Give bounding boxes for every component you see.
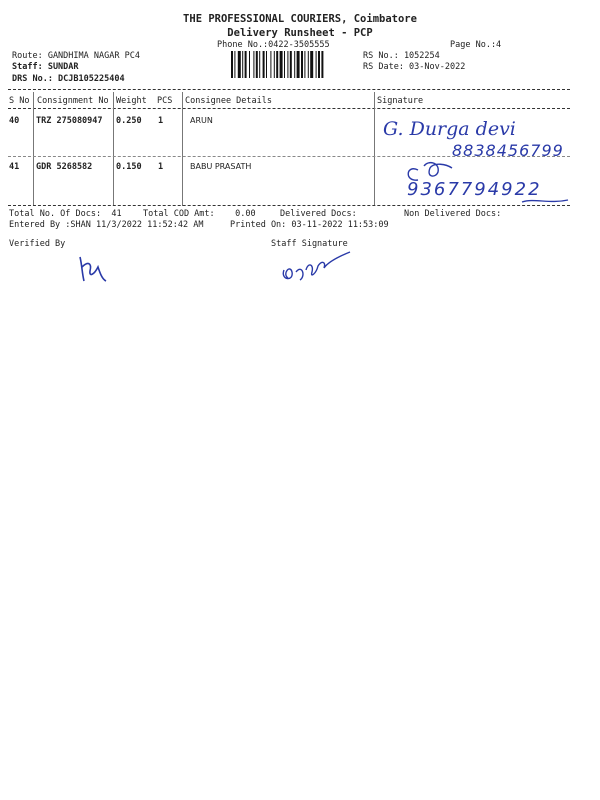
total-cod-amount: Total COD Amt: 0.00 [143, 209, 256, 219]
route-label: Route: GANDHIMA NAGAR PC4 [12, 51, 140, 61]
page-number: Page No.:4 [450, 40, 502, 50]
drs-number: DRS No.: DCJB105225404 [12, 74, 125, 84]
col-header-consignee: Consignee Details [185, 96, 272, 106]
row-weight: 0.250 [116, 116, 142, 126]
col-header-weight: Weight [116, 96, 147, 106]
col-divider [374, 92, 375, 206]
non-delivered-docs: Non Delivered Docs: [404, 209, 502, 219]
row-pcs: 1 [158, 162, 164, 172]
delivered-docs: Delivered Docs: [280, 209, 357, 219]
verifier-signature [72, 253, 116, 285]
printed-on: Printed On: 03-11-2022 11:53:09 [230, 220, 389, 230]
table-top-rule [8, 89, 570, 90]
col-divider [113, 92, 114, 206]
row-consignee: BABU PRASATH [190, 162, 252, 171]
handwritten-phone: 8838456799 [452, 141, 564, 160]
staff-signature-label: Staff Signature [271, 239, 348, 249]
row-sno: 41 [9, 162, 20, 172]
table-bottom-rule [8, 205, 570, 206]
staff-label: Staff: SUNDAR [12, 62, 79, 72]
handwritten-phone: 9367794922 [407, 179, 542, 200]
col-header-pcs: PCS [157, 96, 173, 106]
staff-signature-scribble [278, 248, 354, 288]
col-header-sno: S No [9, 96, 30, 106]
col-header-signature: Signature [377, 96, 424, 106]
col-header-consignment: Consignment No [37, 96, 109, 106]
row-consignment: GDR 5268582 [36, 162, 93, 172]
row-pcs: 1 [158, 116, 164, 126]
col-divider [33, 92, 34, 206]
rs-date: RS Date: 03-Nov-2022 [363, 62, 466, 72]
row-weight: 0.150 [116, 162, 142, 172]
rs-number: RS No.: 1052254 [363, 51, 440, 61]
verified-by-label: Verified By [9, 239, 66, 249]
document-title: Delivery Runsheet - PCP [227, 27, 373, 39]
entered-by: Entered By :SHAN 11/3/2022 11:52:42 AM [9, 220, 204, 230]
company-name: THE PROFESSIONAL COURIERS, Coimbatore [183, 13, 417, 25]
row-sno: 40 [9, 116, 20, 126]
row-divider [8, 156, 570, 157]
row-consignment: TRZ 275080947 [36, 116, 103, 126]
total-docs: Total No. Of Docs: 41 [9, 209, 122, 219]
barcode-image [231, 51, 353, 78]
table-header-rule [8, 108, 570, 109]
handwritten-signature-name: G. Durga devi [383, 118, 516, 140]
phone-number: Phone No.:0422-3505555 [217, 40, 330, 50]
row-consignee: ARUN [190, 116, 213, 125]
col-divider [182, 92, 183, 206]
